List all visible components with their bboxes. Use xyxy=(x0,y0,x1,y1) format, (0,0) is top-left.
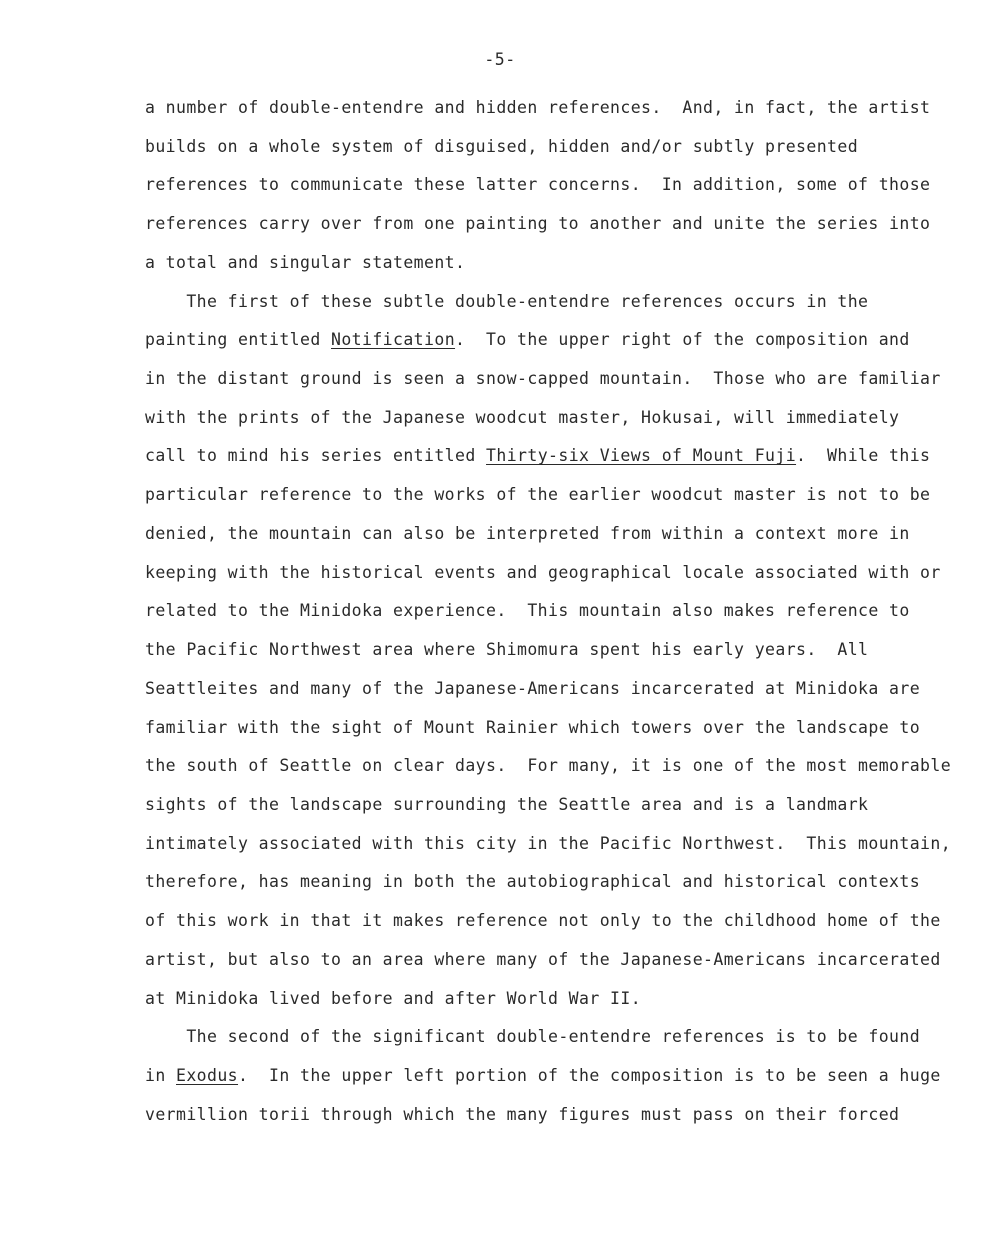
text-run: references to communicate these latter concerns. In addition, some of those xyxy=(145,175,931,195)
text-line xyxy=(145,89,931,128)
text-run: in the distant ground is seen a snow-capped mountain. Those who are familiar xyxy=(145,369,941,389)
text-run: denied, the mountain can also be interpreted from within a context more in xyxy=(145,523,910,543)
text-run: builds on a whole system of disguised, hidden and/or subtly presented xyxy=(145,136,859,156)
text-line xyxy=(145,515,910,554)
underlined-title: Thirty-six Views of Mount Fuji xyxy=(486,446,797,466)
text-run: therefore, has meaning in both the autobiographical and historical contexts xyxy=(145,872,921,892)
text-run: intimately associated with this city in the Pacific Northwest. This mountain, xyxy=(145,833,952,853)
text-line xyxy=(145,747,952,786)
underlined-title: Exodus xyxy=(176,1065,239,1085)
text-run: references carry over from one painting to another and unite the series into xyxy=(145,214,931,234)
text-run: artist, but also to an area where many of the Japanese-Americans incarcerated xyxy=(145,949,941,969)
text-line xyxy=(145,1057,941,1096)
text-line xyxy=(145,244,905,283)
text-run: with the prints of the Japanese woodcut master, Hokusai, will immediately xyxy=(145,407,900,427)
text-line xyxy=(145,554,941,593)
underlined-title: Notification xyxy=(331,330,456,350)
body-text xyxy=(145,89,952,1134)
text-run: at Minidoka lived before and after World War II. xyxy=(145,988,642,1008)
text-run: . In the upper left portion of the composition is to be seen a huge xyxy=(238,1065,941,1085)
text-run: particular reference to the works of the earlier woodcut master is not to be xyxy=(145,485,931,505)
text-run: a total and singular statement. xyxy=(145,252,466,272)
text-line xyxy=(145,670,921,709)
text-line xyxy=(145,863,921,902)
text-line xyxy=(145,437,931,476)
text-run: in xyxy=(145,1065,177,1085)
text-run: . While this xyxy=(796,446,931,466)
text-run: sights of the landscape surrounding the Seattle area and is a landmark xyxy=(145,794,869,814)
text-line xyxy=(145,321,910,360)
text-run: The second of the significant double-entendre references is to be found xyxy=(145,1027,921,1047)
text-line xyxy=(145,592,910,631)
text-line xyxy=(145,980,905,1019)
text-run: the south of Seattle on clear days. For many, it is one of the most memorable xyxy=(145,756,952,776)
text-run: a number of double-entendre and hidden references. And, in fact, the artist xyxy=(145,98,931,117)
text-run: the Pacific Northwest area where Shimomura spent his early years. All xyxy=(145,640,869,660)
text-run: . To the upper right of the composition and xyxy=(455,330,910,350)
text-run: familiar with the sight of Mount Rainier which towers over the landscape to xyxy=(145,717,921,737)
text-run: painting entitled xyxy=(145,330,332,350)
text-line xyxy=(145,941,941,980)
text-run: vermillion torii through which the many figures must pass on their forced xyxy=(145,1104,900,1124)
text-run: related to the Minidoka experience. This mountain also makes reference to xyxy=(145,601,910,621)
page-number: -5- xyxy=(484,50,516,69)
text-line xyxy=(145,399,905,438)
text-line xyxy=(145,1096,905,1135)
text-line xyxy=(145,360,941,399)
text-line xyxy=(145,1018,921,1057)
text-line xyxy=(145,128,905,167)
text-run: call to mind his series entitled xyxy=(145,446,487,466)
text-line xyxy=(145,476,931,515)
text-line xyxy=(145,902,941,941)
text-line xyxy=(145,631,905,670)
text-line xyxy=(145,166,931,205)
text-line xyxy=(145,786,905,825)
text-run: keeping with the historical events and geographical locale associated with or xyxy=(145,562,941,582)
text-run: Seattleites and many of the Japanese-Americans incarcerated at Minidoka are xyxy=(145,678,921,698)
text-line xyxy=(145,709,921,748)
text-line xyxy=(145,283,905,322)
text-line xyxy=(145,825,952,864)
text-run: The first of these subtle double-entendre references occurs in the xyxy=(145,291,869,311)
text-line xyxy=(145,205,931,244)
text-run: of this work in that it makes reference not only to the childhood home of the xyxy=(145,911,941,931)
